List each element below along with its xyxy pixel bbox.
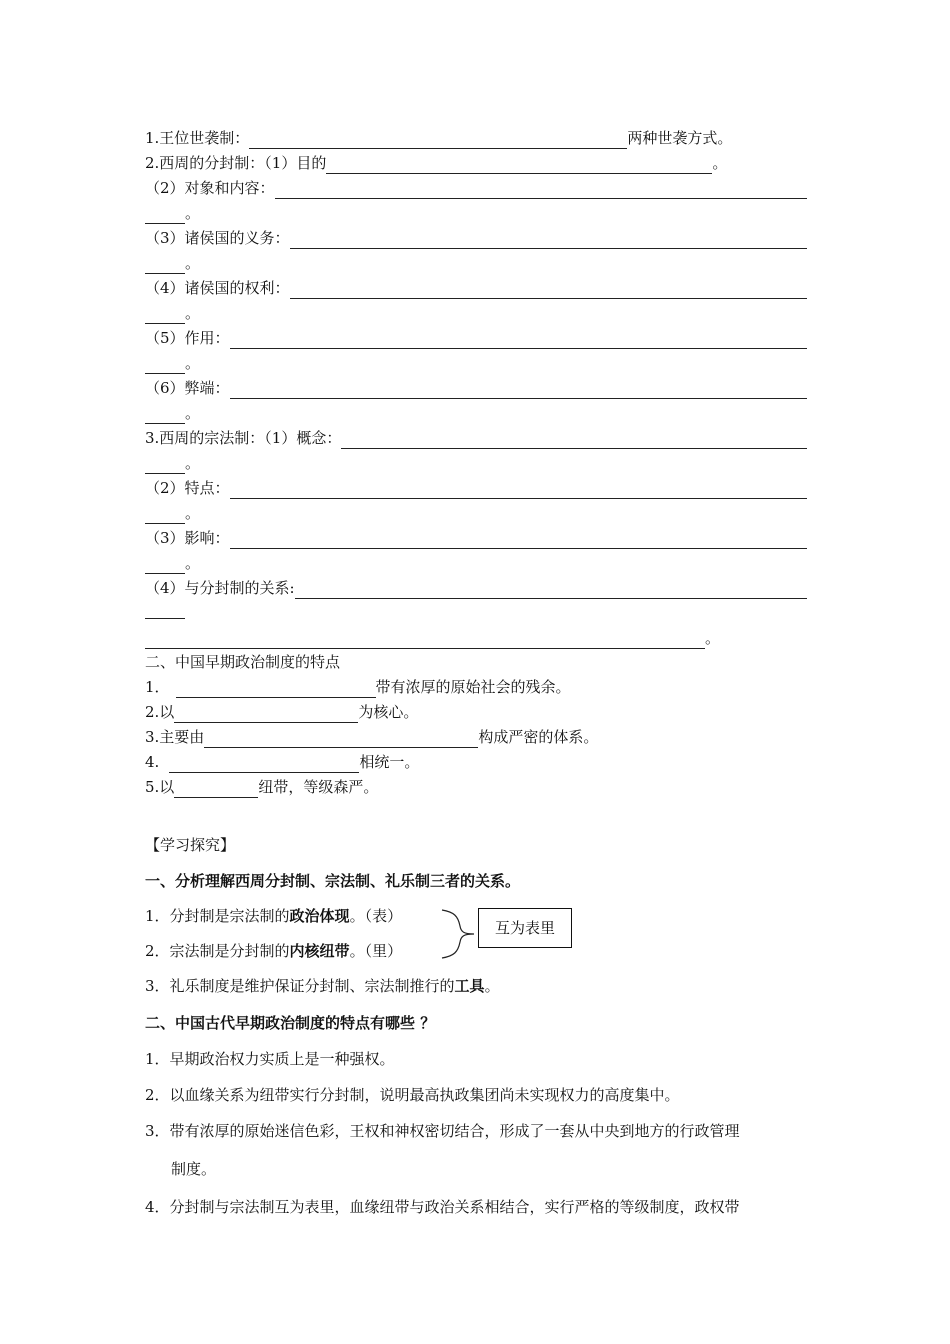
q2-2-line xyxy=(145,177,807,199)
feature-5-pre: 5.以 xyxy=(145,778,175,796)
q1-tail: 两种世袭方式。 xyxy=(627,129,733,147)
q2-3-label: （3）诸侯国的义务： xyxy=(145,229,290,247)
sec1-item-3-post: 。 xyxy=(484,977,500,995)
sec1-item-1-bold: 政治体现 xyxy=(289,907,350,925)
sec1-item-2 xyxy=(145,940,807,962)
feature-1-blank[interactable] xyxy=(176,681,376,698)
period: 。 xyxy=(185,454,201,472)
q3-blank-cont[interactable] xyxy=(145,457,185,474)
q2-5-line xyxy=(145,327,807,349)
mutual-relation-box: 互为表里 xyxy=(478,908,572,948)
features-heading: 二、中国早期政治制度的特点 xyxy=(145,653,341,671)
q2-4-cont xyxy=(145,302,807,324)
feature-item-5 xyxy=(145,776,807,798)
sec1-item-2-post: 。（里） xyxy=(349,942,403,960)
q3-3-blank[interactable] xyxy=(230,532,807,549)
q2-5-label: （5）作用： xyxy=(145,329,230,347)
q2-3-line xyxy=(145,227,807,249)
q3-4-blank[interactable] xyxy=(295,582,807,599)
q2-2-blank[interactable] xyxy=(275,182,807,199)
q3-2-label: （2）特点： xyxy=(145,479,230,497)
q3-line xyxy=(145,427,807,449)
sec1-item-1-pre: 1．分封制是宗法制的 xyxy=(145,907,290,925)
q2-5-blank-cont[interactable] xyxy=(145,357,185,374)
q2-4-blank-cont[interactable] xyxy=(145,307,185,324)
q3-label: 3.西周的宗法制：（1）概念： xyxy=(145,429,342,447)
period: 。 xyxy=(185,254,201,272)
period: 。 xyxy=(185,404,201,422)
q3-2-blank[interactable] xyxy=(230,482,807,499)
q2-2-label: （2）对象和内容： xyxy=(145,179,275,197)
q3-4-blank-cont2[interactable] xyxy=(145,632,705,649)
q2-4-blank[interactable] xyxy=(290,282,807,299)
sec1-item-3 xyxy=(145,975,807,997)
feature-1-post: 带有浓厚的原始社会的残余。 xyxy=(375,678,571,696)
feature-item-3 xyxy=(145,726,807,748)
feature-item-1 xyxy=(145,676,807,698)
q1-line xyxy=(145,127,807,149)
sec2-point-1: 1．早期政治权力实质上是一种强权。 xyxy=(145,1050,395,1068)
sec1-item-1-post: 。（表） xyxy=(349,907,403,925)
feature-1-pre: 1． xyxy=(145,678,170,696)
q2-5-cont xyxy=(145,352,807,374)
q2-blank[interactable] xyxy=(326,157,712,174)
feature-4-pre: 4. xyxy=(145,753,160,771)
q2-3-cont xyxy=(145,252,807,274)
period: 。 xyxy=(705,629,721,647)
feature-item-2 xyxy=(145,701,807,723)
q2-6-label: （6）弊端： xyxy=(145,379,230,397)
q3-cont xyxy=(145,452,807,474)
feature-4-post: 相统一。 xyxy=(359,753,420,771)
feature-2-blank[interactable] xyxy=(174,706,358,723)
sec1-title: 一、分析理解西周分封制、宗法制、礼乐制三者的关系。 xyxy=(145,872,521,890)
explore-heading: 【学习探究】 xyxy=(145,836,236,854)
period: 。 xyxy=(185,504,201,522)
q3-4-line xyxy=(145,577,807,599)
q3-4-label: （4）与分封制的关系: xyxy=(145,579,295,597)
feature-3-blank[interactable] xyxy=(204,731,478,748)
q2-label: 2.西周的分封制：（1）目的 xyxy=(145,154,327,172)
feature-5-blank[interactable] xyxy=(174,781,258,798)
sec2-point-3-cont: 制度。 xyxy=(171,1160,217,1178)
period: 。 xyxy=(185,554,201,572)
q3-2-blank-cont[interactable] xyxy=(145,507,185,524)
q3-3-line xyxy=(145,527,807,549)
period: 。 xyxy=(185,304,201,322)
q3-3-label: （3）影响： xyxy=(145,529,230,547)
sec1-item-2-bold: 内核纽带 xyxy=(289,942,350,960)
q2-3-blank-cont[interactable] xyxy=(145,257,185,274)
brace-connector xyxy=(440,906,476,962)
sec2-title: 二、中国古代早期政治制度的特点有哪些 ？ xyxy=(145,1014,436,1032)
q1-blank[interactable] xyxy=(249,132,627,149)
feature-3-post: 构成严密的体系。 xyxy=(478,728,599,746)
q2-5-blank[interactable] xyxy=(230,332,807,349)
q3-2-line xyxy=(145,477,807,499)
q2-6-blank[interactable] xyxy=(230,382,807,399)
period: 。 xyxy=(185,204,201,222)
sec2-point-3: 3．带有浓厚的原始迷信色彩，王权和神权密切结合，形成了一套从中央到地方的行政管理 xyxy=(145,1122,740,1140)
feature-2-post: 为核心。 xyxy=(358,703,419,721)
q3-2-cont xyxy=(145,502,807,524)
q2-line xyxy=(145,152,807,174)
sec2-point-2: 2．以血缘关系为纽带实行分封制，说明最高执政集团尚未实现权力的高度集中。 xyxy=(145,1086,680,1104)
sec1-item-3-pre: 3．礼乐制度是维护保证分封制、宗法制推行的 xyxy=(145,977,455,995)
q2-4-label: （4）诸侯国的权利： xyxy=(145,279,290,297)
sec1-item-3-bold: 工具 xyxy=(454,977,485,995)
feature-item-4 xyxy=(145,751,807,773)
q2-6-line xyxy=(145,377,807,399)
q3-blank[interactable] xyxy=(341,432,807,449)
feature-3-pre: 3.主要由 xyxy=(145,728,205,746)
sec1-item-1 xyxy=(145,905,807,927)
q2-6-cont xyxy=(145,402,807,424)
q2-3-blank[interactable] xyxy=(290,232,807,249)
q2-6-blank-cont[interactable] xyxy=(145,407,185,424)
q3-3-blank-cont[interactable] xyxy=(145,557,185,574)
q3-4-cont xyxy=(145,602,807,619)
q2-2-blank-cont[interactable] xyxy=(145,207,185,224)
sec2-point-4: 4．分封制与宗法制互为表里，血缘纽带与政治关系相结合，实行严格的等级制度，政权带 xyxy=(145,1198,740,1216)
q2-4-line xyxy=(145,277,807,299)
q2-2-cont xyxy=(145,202,807,224)
period: 。 xyxy=(185,354,201,372)
q2-tail: 。 xyxy=(712,154,728,172)
q3-4-blank-cont[interactable] xyxy=(145,602,185,619)
feature-2-pre: 2.以 xyxy=(145,703,175,721)
q1-label: 1.王位世袭制： xyxy=(145,129,250,147)
feature-4-blank[interactable] xyxy=(169,756,359,773)
q3-3-cont xyxy=(145,552,807,574)
feature-5-post: 纽带，等级森严。 xyxy=(258,778,379,796)
sec1-item-2-pre: 2．宗法制是分封制的 xyxy=(145,942,290,960)
q3-4-cont2 xyxy=(145,627,807,649)
